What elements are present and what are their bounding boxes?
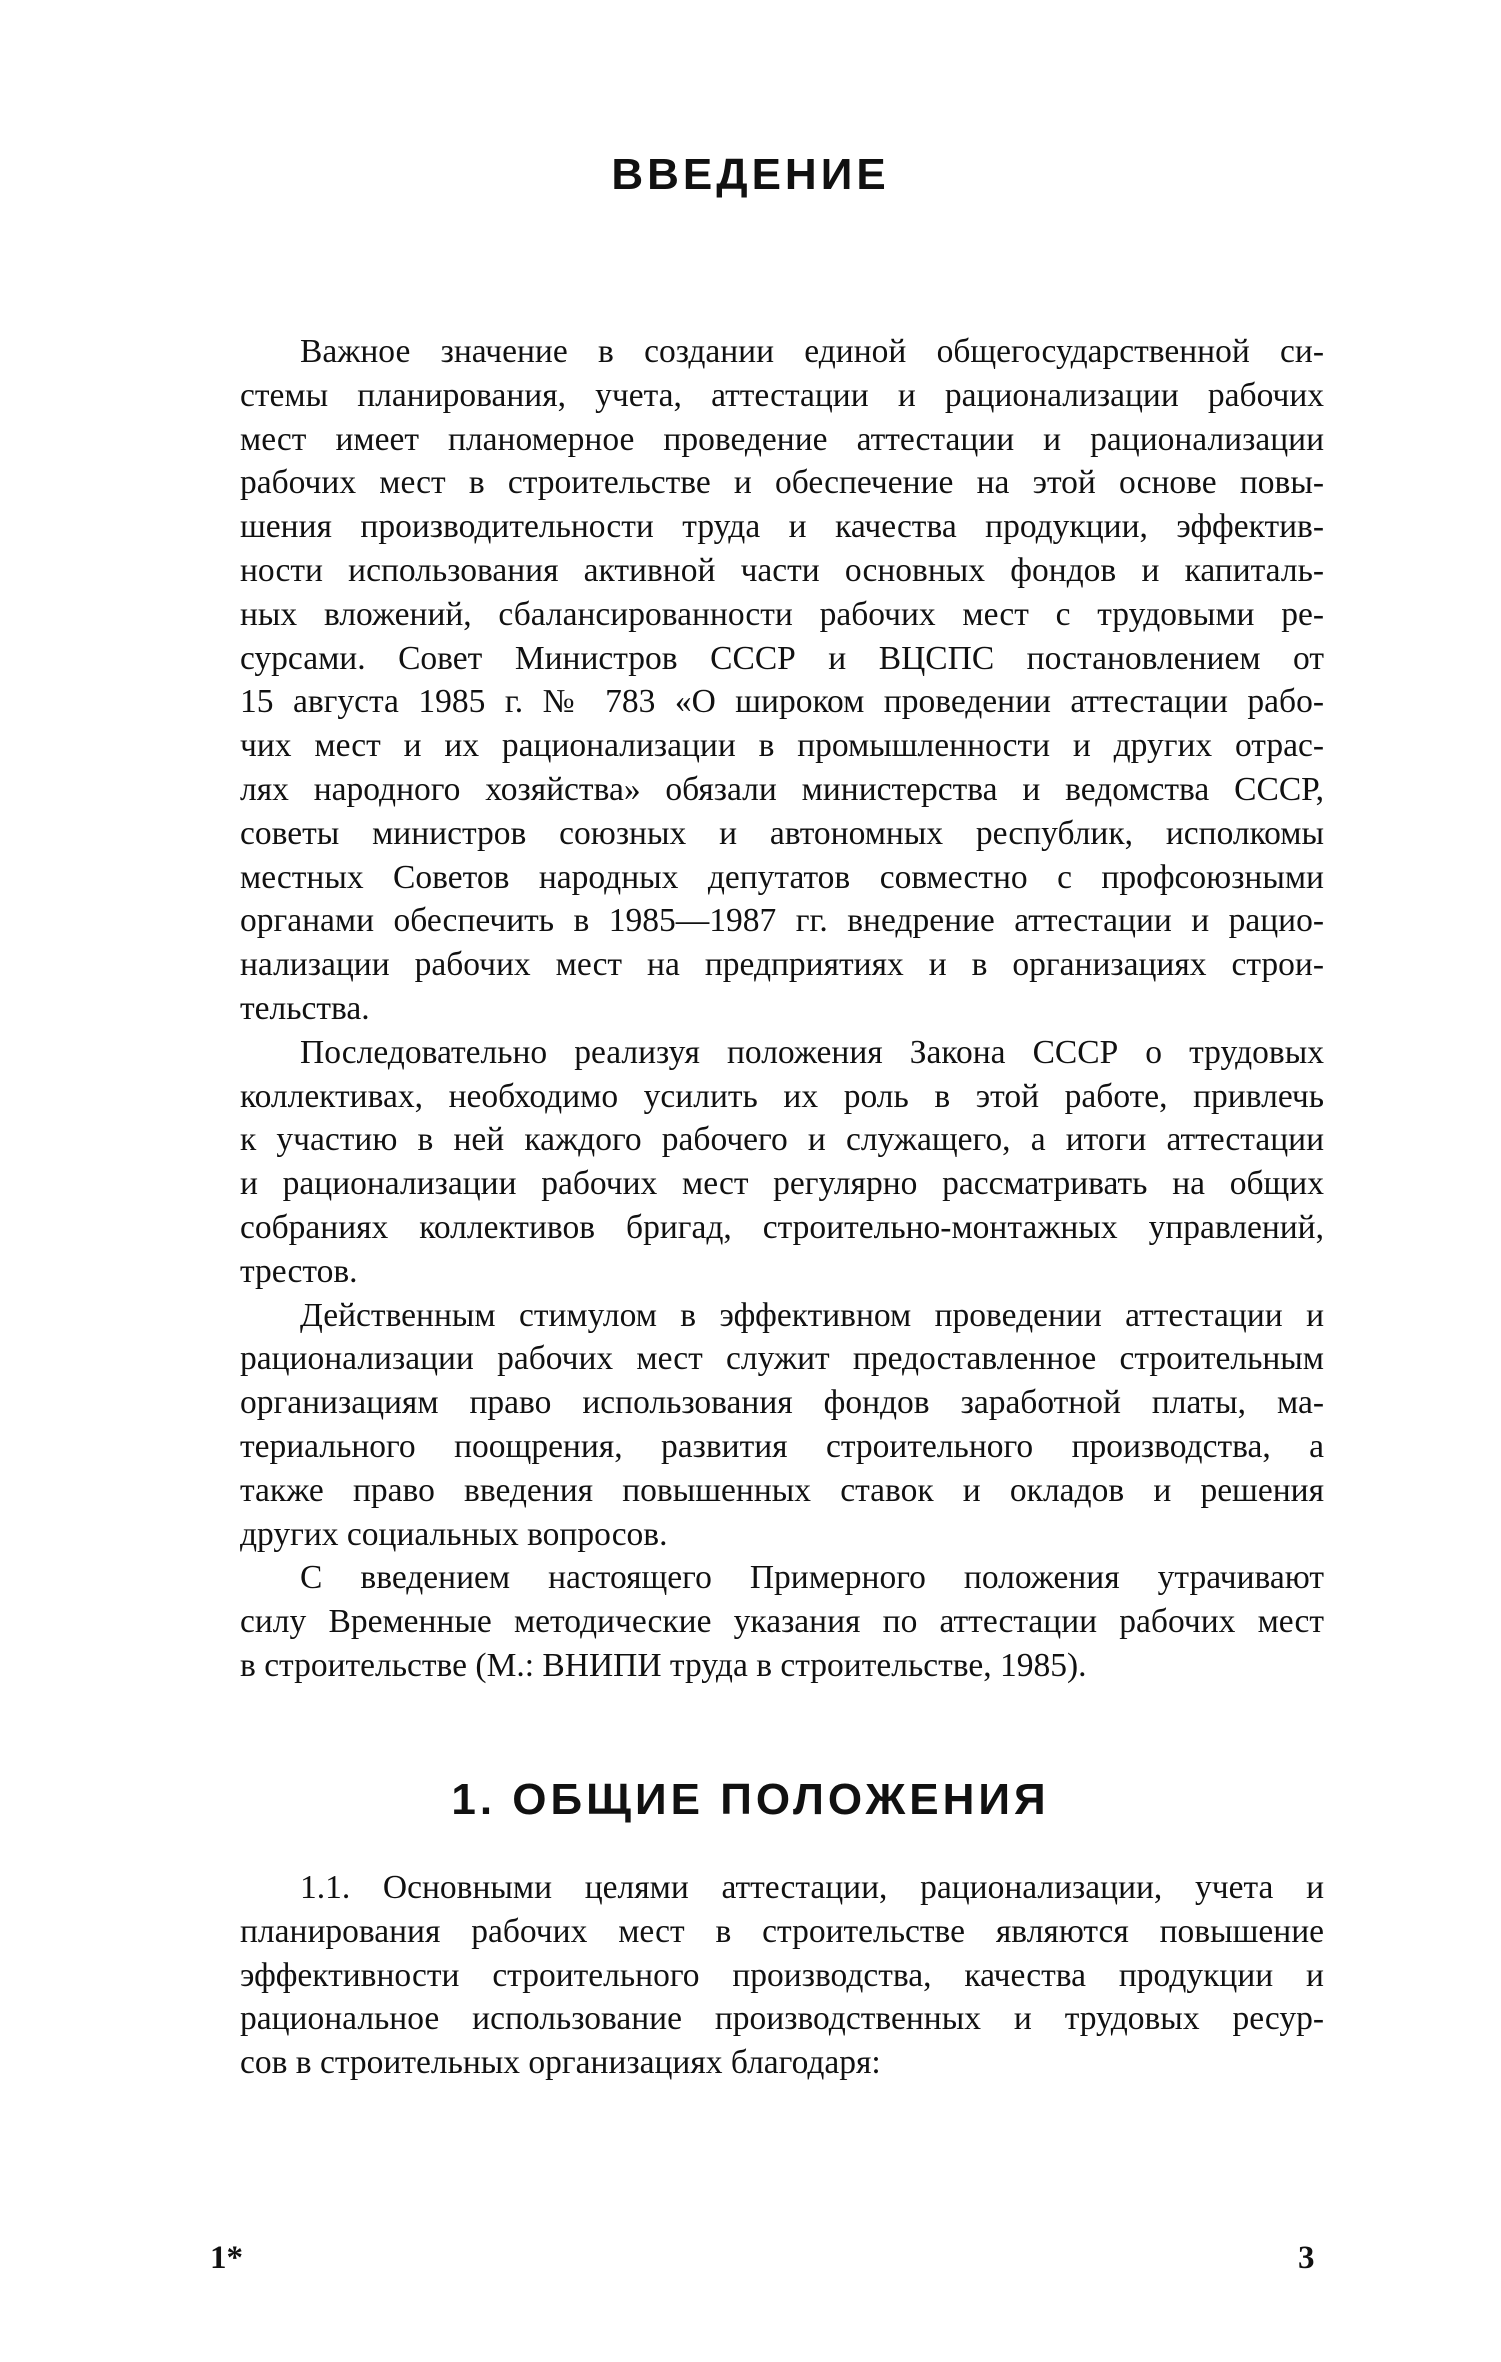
text-line: сов в строительных организациях благодаря: [240, 2044, 881, 2082]
text-line: рациональное использование производственных и трудовых ресур- [240, 2000, 1324, 2038]
text-line: лях народного хозяйства» обязали министерства и ведомства СССР, [240, 770, 1324, 808]
text-line: рационализации рабочих мест служит предоставленное строительным [240, 1340, 1324, 1378]
text-line: шения производительности труда и качества продукции, эффектив- [240, 508, 1324, 546]
text-line: организациям право использования фондов заработной платы, ма- [240, 1384, 1324, 1422]
intro-paragraph-2 [240, 1031, 1324, 1294]
signature-mark: 1* [210, 2240, 243, 2276]
text-line: рабочих мест в строительстве и обеспечение на этой основе повы- [240, 464, 1324, 502]
text-line: в строительстве (М.: ВНИПИ труда в строительстве, 1985). [240, 1646, 1087, 1684]
text-line: других социальных вопросов. [240, 1515, 668, 1553]
text-line: трестов. [240, 1252, 358, 1290]
introduction-body [240, 330, 1324, 1688]
text-line: силу Временные методические указания по аттестации рабочих мест [240, 1603, 1324, 1641]
text-line: эффективности строительного производства, качества продукции и [240, 1956, 1324, 1994]
page-number: 3 [1298, 2240, 1315, 2276]
text-line: 1.1. Основными целями аттестации, рационализации, учета и [300, 1869, 1324, 1906]
text-line: С введением настоящего Примерного положения утрачивают [300, 1559, 1324, 1597]
text-line: собраниях коллективов бригад, строительно-монтажных управлений, [240, 1208, 1324, 1246]
text-line: 15 августа 1985 г. № 783 «О широком проведении аттестации рабо- [240, 683, 1324, 721]
text-line: местных Советов народных депутатов совместно с профсоюзными [240, 858, 1324, 896]
section-heading-introduction: ВВЕДЕНИЕ [611, 150, 890, 199]
text-line: коллективах, необходимо усилить их роль в этой работе, привлечь [240, 1077, 1324, 1115]
text-line: планирования рабочих мест в строительстве являются повышение [240, 1912, 1324, 1950]
text-line: чих мест и их рационализации в промышленности и других отрас- [240, 727, 1324, 765]
general-provisions-body [240, 1866, 1324, 2085]
general-paragraph-1-1 [240, 1866, 1324, 2085]
text-line: мест имеет планомерное проведение аттестации и рационализации [240, 420, 1324, 458]
intro-paragraph-4 [240, 1556, 1324, 1687]
text-line: териального поощрения, развития строительного производства, а [240, 1427, 1324, 1465]
text-line: органами обеспечить в 1985—1987 гг. внедрение аттестации и рацио- [240, 902, 1324, 940]
text-line: к участию в ней каждого рабочего и служащего, а итоги аттестации [240, 1121, 1324, 1159]
text-line: ных вложений, сбалансированности рабочих мест с трудовыми ре- [240, 595, 1324, 633]
text-line: Действенным стимулом в эффективном проведении аттестации и [300, 1296, 1324, 1334]
text-line: советы министров союзных и автономных республик, исполкомы [240, 814, 1324, 852]
text-line: ности использования активной части основных фондов и капиталь- [240, 551, 1324, 589]
intro-paragraph-3 [240, 1294, 1324, 1557]
text-line: тельства. [240, 989, 370, 1027]
section-heading-general-provisions: 1. ОБЩИЕ ПОЛОЖЕНИЯ [451, 1775, 1050, 1824]
intro-paragraph-1 [240, 330, 1324, 1031]
text-line: также право введения повышенных ставок и окладов и решения [240, 1471, 1324, 1509]
text-line: сурсами. Совет Министров СССР и ВЦСПС постановлением от [240, 639, 1324, 677]
text-line: и рационализации рабочих мест регулярно рассматривать на общих [240, 1165, 1324, 1203]
text-line: Последовательно реализуя положения Закона СССР о трудовых [300, 1033, 1324, 1071]
text-line: стемы планирования, учета, аттестации и рационализации рабочих [240, 376, 1324, 414]
text-line: Важное значение в создании единой общегосударственной си- [300, 333, 1324, 370]
text-line: нализации рабочих мест на предприятиях и в организациях строи- [240, 946, 1324, 984]
